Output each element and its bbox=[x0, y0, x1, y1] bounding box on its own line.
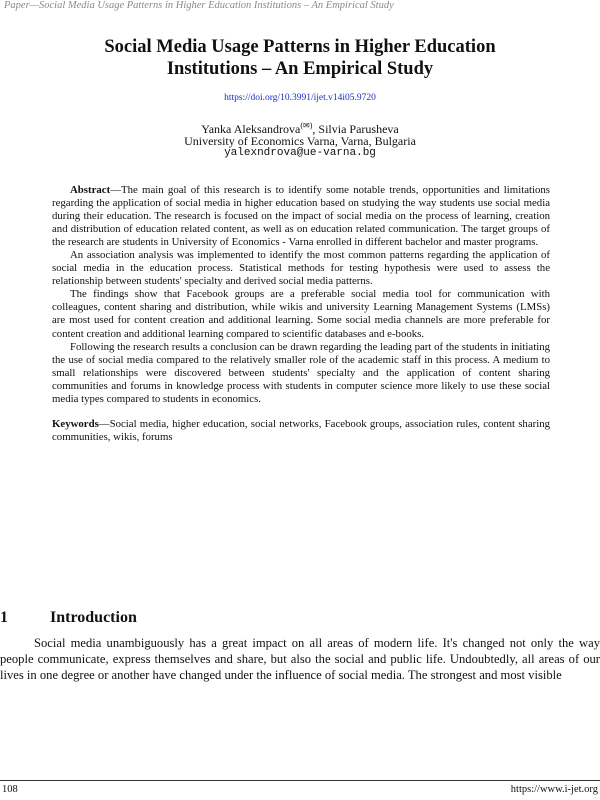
abstract-paragraph: Following the research results a conclusion can be drawn regarding the leading part of the students in initiating the use of social media compared to the relatively smaller role of the academic staff in this process. A medium to small relationships were discovered between students' specialty and the application of content sharing communities and forums in knowledge process with students in computer science more likely to use these social media types compared to students in economics. bbox=[52, 340, 550, 405]
running-header: Paper—Social Media Usage Patterns in Higher Education Institutions – An Empirical Study bbox=[4, 0, 394, 11]
paper-title-line-1: Social Media Usage Patterns in Higher Education bbox=[104, 37, 496, 57]
author-separator: , bbox=[312, 122, 319, 136]
abstract bbox=[52, 184, 550, 444]
section-title: Introduction bbox=[50, 609, 137, 626]
author-1-name: Yanka Aleksandrova bbox=[201, 122, 301, 136]
corresponding-author-mark: (✉) bbox=[300, 121, 313, 130]
footer-divider bbox=[0, 780, 600, 781]
paper-title-line-2: Institutions – An Empirical Study bbox=[166, 59, 434, 79]
section-number: 1 bbox=[0, 609, 8, 626]
keywords bbox=[52, 418, 550, 444]
paper-title bbox=[0, 36, 600, 80]
footer-url[interactable]: https://www.i-jet.org bbox=[510, 784, 598, 795]
keywords-text: Social media, higher education, social networks, Facebook groups, association rules, content sharing communities, wikis, forums bbox=[52, 417, 550, 443]
abstract-paragraph-text: The main goal of this research is to identify some notable trends, opportunities and limitations regarding the application of social media in higher education based on studying the way students use social media during their education. The research is focused on the impact of social media on the process of learning, creation and distribution of education related content, as well as on education related communication. The target groups of the research are students in University of Economics - Varna enrolled in different bachelor and master programs. bbox=[52, 184, 550, 249]
author-email[interactable]: yalexndrova@ue-varna.bg bbox=[224, 147, 376, 159]
section-heading bbox=[0, 609, 137, 627]
abstract-dash: — bbox=[110, 184, 121, 196]
doi-link[interactable]: https://doi.org/10.3991/ijet.v14i05.9720 bbox=[224, 93, 376, 103]
author-affiliation: University of Economics Varna, Varna, Bulgaria bbox=[184, 134, 416, 148]
introduction-paragraph: Social media unambiguously has a great impact on all areas of modern life. It's changed not only the way people communicate, express themselves and share, but also the social and public life. Undoubtedly, all areas of our lives in one degree or another have changed under the influence of social media. The strongest and most visible bbox=[0, 636, 600, 683]
author-2-name: Silvia Parusheva bbox=[318, 122, 399, 136]
page-number: 108 bbox=[2, 784, 18, 795]
abstract-paragraph: The findings show that Facebook groups are a preferable social media tool for communication with colleagues, content sharing and distribution, while wikis and university Learning Management Systems (LMSs) are most used for content creation and additional learning. Some social media channels are more preferable for content creation and additional learning compared to scientific databases and e-books. bbox=[52, 288, 550, 340]
abstract-paragraph bbox=[52, 184, 550, 249]
keywords-label: Keywords bbox=[52, 417, 99, 430]
keywords-dash: — bbox=[98, 417, 110, 430]
abstract-label: Abstract bbox=[70, 184, 111, 196]
abstract-paragraph: An association analysis was implemented to identify the most common patterns regarding the application of social media in the education process. Statistical methods for testing hypothesis were used to assess the relationship between students' specialty and derived social media patterns. bbox=[52, 249, 550, 288]
